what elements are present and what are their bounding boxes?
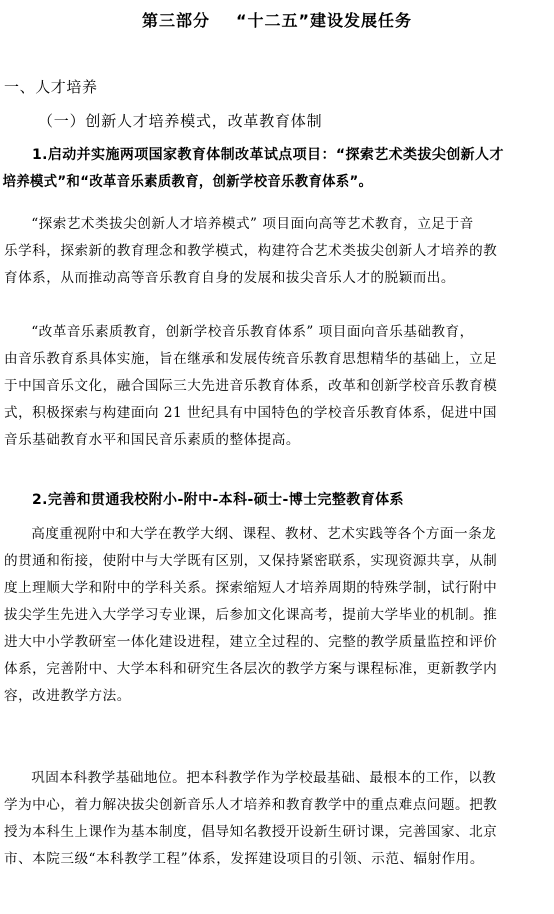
item2-paragraph-2 bbox=[4, 765, 548, 873]
paragraph-line: 容，改进教学方法。 bbox=[4, 688, 131, 704]
item1-paragraph-2 bbox=[4, 319, 548, 454]
subsection-heading: （一）创新人才培养模式，改革教育体制 bbox=[38, 112, 323, 130]
paragraph-line: 式，积极探索与构建面向 21 世纪具有中国特色的学校音乐教育体系，促进中国 bbox=[4, 405, 498, 421]
item1-paragraph-1 bbox=[4, 211, 548, 292]
paragraph-line: “探索艺术类拔尖创新人才培养模式” 项目面向高等艺术教育，立足于音 bbox=[31, 216, 474, 232]
item1-heading-line: 1.启动并实施两项国家教育体制改革试点项目：“探索艺术类拔尖创新人才 bbox=[32, 147, 504, 163]
page-title bbox=[0, 8, 554, 31]
paragraph-line: 授为本科生上课作为基本制度，倡导知名教授开设新生研讨课，完善国家、北京 bbox=[4, 824, 498, 840]
paragraph-line: 拔尖学生先进入大学学习专业课，后参加文化课高考，提前大学毕业的机制。推 bbox=[4, 607, 498, 623]
item2-heading bbox=[4, 487, 548, 514]
item1-heading-line: 培养模式”和“改革音乐素质教育，创新学校音乐教育体系”。 bbox=[2, 174, 373, 190]
paragraph-line: 乐学科，探索新的教育理念和教学模式，构建符合艺术类拔尖创新人才培养的教 bbox=[4, 243, 498, 259]
paragraph-line: 育体系，从而推动高等音乐教育自身的发展和拔尖音乐人才的脱颖而出。 bbox=[4, 270, 455, 286]
item2-paragraph-1 bbox=[4, 521, 548, 710]
paragraph-line: 度上理顺大学和附中的学科关系。探索缩短人才培养周期的特殊学制，试行附中 bbox=[4, 580, 498, 596]
paragraph-line: 高度重视附中和大学在教学大纲、课程、教材、艺术实践等各个方面一条龙 bbox=[31, 526, 497, 542]
title-part: 第三部分 bbox=[141, 11, 210, 30]
paragraph-line: 学为中心，着力解决拔尖创新音乐人才培养和教育教学中的重点难点问题。把教 bbox=[4, 797, 498, 813]
paragraph-line: “改革音乐素质教育，创新学校音乐教育体系” 项目面向音乐基础教育， bbox=[31, 324, 474, 340]
title-name: “十二五”建设发展任务 bbox=[235, 11, 413, 30]
paragraph-line: 体系，完善附中、大学本科和研究生各层次的教学方案与课程标准，更新教学内 bbox=[4, 661, 498, 677]
paragraph-line: 音乐基础教育水平和国民音乐素质的整体提高。 bbox=[4, 432, 300, 448]
item2-heading-line: 2.完善和贯通我校附小-附中-本科-硕士-博士完整教育体系 bbox=[32, 492, 404, 508]
paragraph-line: 巩固本科教学基础地位。把本科教学作为学校最基础、最根本的工作，以教 bbox=[31, 770, 497, 786]
paragraph-line: 由音乐教育系具体实施，旨在继承和发展传统音乐教育思想精华的基础上，立足 bbox=[4, 351, 498, 367]
paragraph-line: 的贯通和衔接，使附中与大学既有区别，又保持紧密联系，实现资源共享，从制 bbox=[4, 553, 498, 569]
section-heading: 一、人才培养 bbox=[4, 78, 98, 96]
item1-heading bbox=[4, 142, 548, 196]
paragraph-line: 于中国音乐文化，融合国际三大先进音乐教育体系，改革和创新学校音乐教育模 bbox=[4, 378, 498, 394]
paragraph-line: 市、本院三级“本科教学工程”体系，发挥建设项目的引领、示范、辐射作用。 bbox=[4, 851, 484, 867]
paragraph-line: 进大中小学教研室一体化建设进程，建立全过程的、完整的教学质量监控和评价 bbox=[4, 634, 498, 650]
